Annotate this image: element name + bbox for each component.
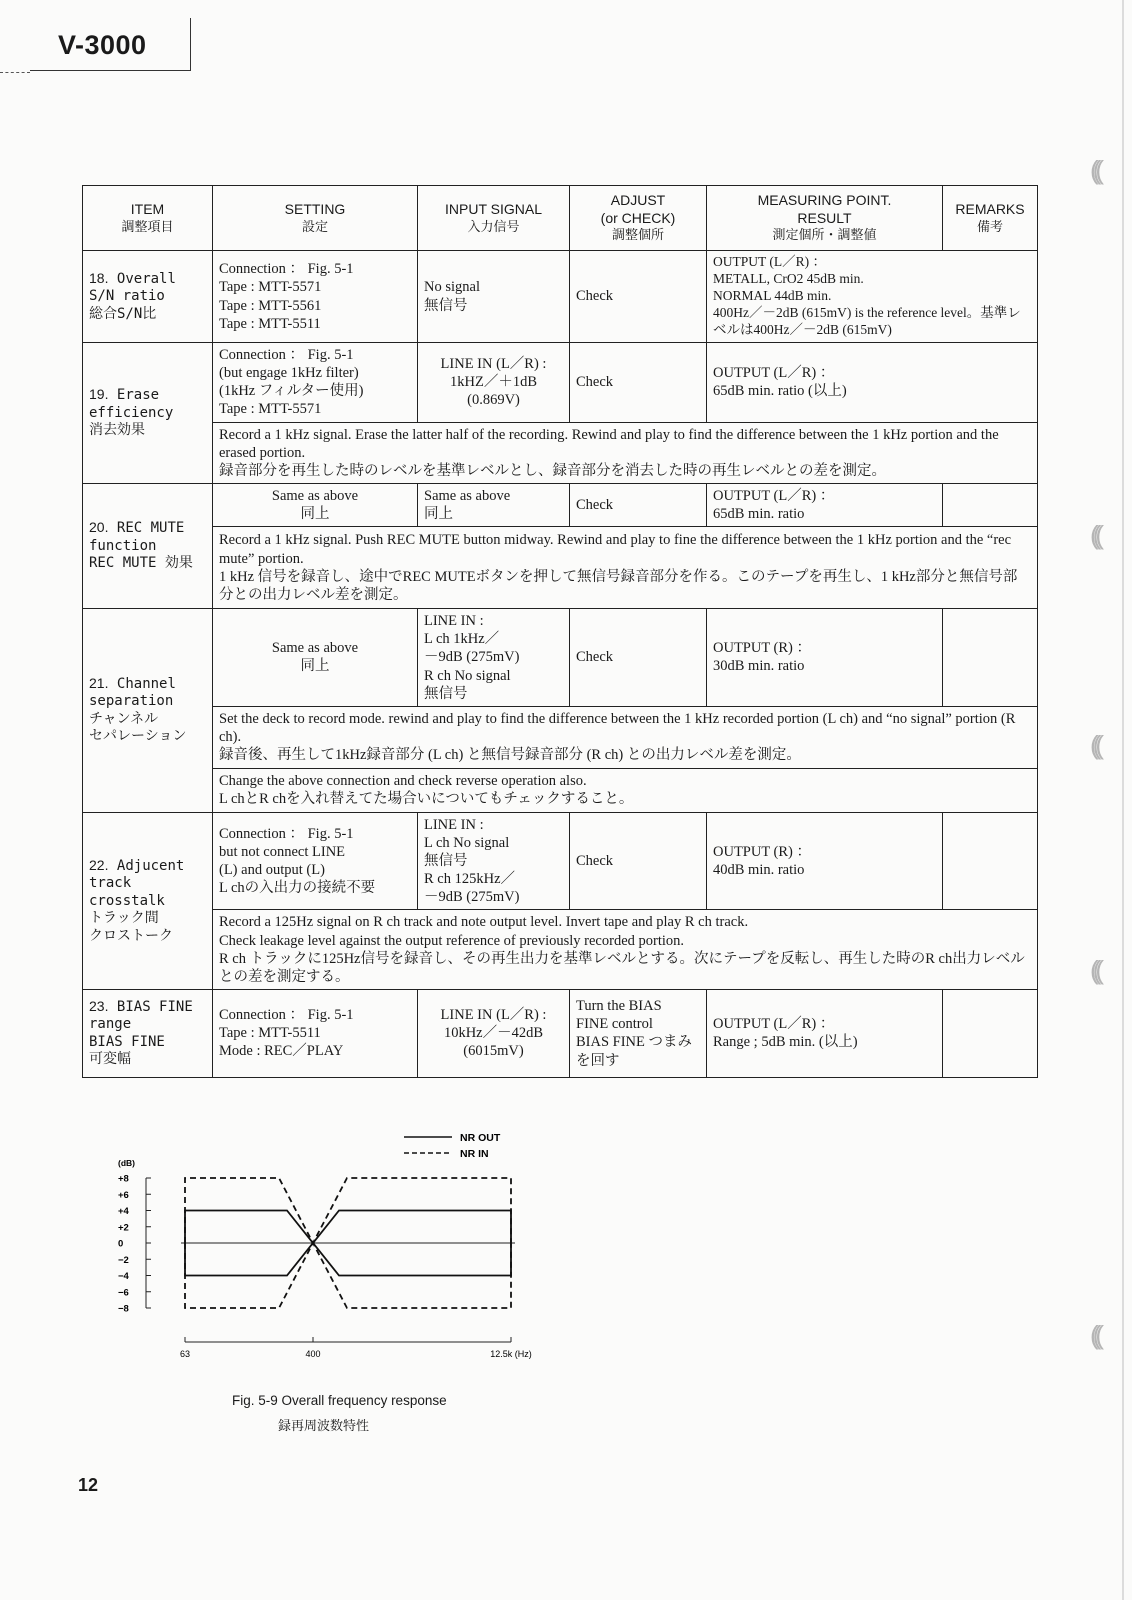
table-row [83,251,1038,343]
item-cell: 21. Channel separation チャンネル セパレーション [83,609,213,813]
result-cell: OUTPUT (R) ： 40dB min. ratio [707,812,943,910]
table-row [83,768,1038,812]
adjust-cell: Check [570,343,707,423]
page-edge [1122,0,1124,1600]
y-axis-label: (dB) [118,1158,135,1168]
item-cell: 19. Erase efficiency 消去効果 [83,343,213,484]
note-cell: Change the above connection and check reverse operation also. L chとR chを入れ替えてた場合いについてもチェックすること。 [213,768,1038,812]
figure-caption-jp: 録再周波数特性 [278,1418,370,1433]
note-cell: Record a 125Hz signal on R ch track and note output level. Invert tape and play R ch track. Check leakage level against the output reference of previously recorded portion. R ch トラックに125Hz信号を録音し、その再生出力を基準レベルとする。次にテープを反転し、再生した時のR ch出力レベルとの差を測定する。 [213,910,1038,990]
binder-hole-icon: ((( [1090,155,1098,185]
binder-hole-icon: ((( [1090,1320,1098,1350]
remarks-cell [943,609,1038,707]
table-row [83,989,1038,1077]
table-row [83,910,1038,990]
input-cell: LINE IN : L ch No signal 無信号 R ch 125kHz／ －9dB (275mV) [418,812,570,910]
model-box [30,18,191,71]
setting-cell: Connection ： Fig. 5-1 Tape : MTT-5511 Mode : REC／PLAY [213,989,418,1077]
y-tick-label: +6 [118,1189,129,1201]
table-row [83,706,1038,768]
result-cell: OUTPUT (L／R) ： 65dB min. ratio [707,483,943,526]
item-cell: 23. BIAS FINE range BIAS FINE 可変幅 [83,989,213,1077]
adjust-cell: Check [570,812,707,910]
header-measure: MEASURING POINT. RESULT 測定個所・調整値 [707,186,943,251]
table-header-row [83,186,1038,251]
setting-cell: Same as above 同上 [213,483,418,526]
item-cell: 18. Overall S/N ratio 総合S/N比 [83,251,213,343]
result-cell: OUTPUT (L／R) ： METALL, CrO2 45dB min. NORMAL 44dB min. 400Hz／－2dB (615mV) is the reference level。基準レベルは400Hz／－2dB (615mV) [707,251,1038,343]
remarks-cell [943,989,1038,1077]
x-tick-label: 12.5k (Hz) [490,1349,532,1359]
y-tick-label: −6 [118,1287,129,1299]
x-tick-label: 400 [305,1349,321,1359]
table-row [83,483,1038,526]
model-title: V-3000 [58,30,147,60]
header-setting: SETTING 設定 [213,186,418,251]
item-cell: 22. Adjucent track crosstalk トラック間 クロストーク [83,812,213,989]
x-tick-label: 63 [179,1349,191,1359]
binder-hole-icon: ((( [1090,955,1098,985]
setting-cell: Connection ： Fig. 5-1 but not connect LINE (L) and output (L) L chの入出力の接続不要 [213,812,418,910]
chart-legend [404,1132,501,1160]
table-row [83,812,1038,910]
y-tick-label: −8 [118,1303,129,1315]
input-cell: LINE IN (L／R) : 10kHz／－42dB (6015mV) [418,989,570,1077]
series-nr-out-upper [185,1211,511,1244]
table-row [83,422,1038,483]
header-adjust: ADJUST (or CHECK) 調整個所 [570,186,707,251]
binder-hole-icon: ((( [1090,520,1098,550]
adjust-cell: Turn the BIAS FINE control BIAS FINE つまみを回す [570,989,707,1077]
note-cell: Set the deck to record mode. rewind and play to find the difference between the 1 kHz recorded portion (L ch) and “no signal” portion (R ch). 録音後、再生して1kHz録音部分 (L ch) と無信号録音部分 (R ch) との出力レベル差を測定。 [213,706,1038,768]
legend-label: NR OUT [460,1132,501,1144]
note-cell: Record a 1 kHz signal. Erase the latter half of the recording. Rewind and play to find the difference between the 1 kHz portion and the erased portion. 録音部分を再生した時のレベルを基準レベルとし、録音部分を消去した時の再生レベルとの差を測定。 [213,422,1038,483]
remarks-cell [943,483,1038,526]
adjust-cell: Check [570,609,707,707]
binder-hole-icon: ((( [1090,730,1098,760]
legend-label: NR IN [460,1148,489,1160]
header-remarks: REMARKS 備考 [943,186,1038,251]
input-cell: LINE IN : L ch 1kHz／ －9dB (275mV) R ch No signal 無信号 [418,609,570,707]
adjust-cell: Check [570,251,707,343]
y-tick-label: 0 [118,1238,124,1250]
adjust-cell: Check [570,483,707,526]
y-tick-label: −2 [118,1254,129,1266]
result-cell: OUTPUT (L／R) ： Range ; 5dB min. (以上) [707,989,943,1077]
y-tick-label: +8 [118,1173,129,1185]
header-item: ITEM 調整項目 [83,186,213,251]
y-tick-label: −4 [118,1271,129,1282]
setting-cell: Connection ： Fig. 5-1 Tape : MTT-5571 Tape : MTT-5561 Tape : MTT-5511 [213,251,418,343]
frequency-response-chart [112,1130,572,1380]
note-cell: Record a 1 kHz signal. Push REC MUTE button midway. Rewind and play to fine the difference between the 1 kHz portion and the “rec mute” portion. 1 kHz 信号を録音し、途中でREC MUTEボタンを押して無信号録音部分を作る。このテープを再生し、1 kHz部分と無信号部分との出力レベル差を測定。 [213,527,1038,609]
header-input: INPUT SIGNAL 入力信号 [418,186,570,251]
header-rule [0,72,30,73]
item-cell: 20. REC MUTE function REC MUTE 効果 [83,483,213,608]
result-cell: OUTPUT (R) ： 30dB min. ratio [707,609,943,707]
setting-cell: Connection ： Fig. 5-1 (but engage 1kHz filter) (1kHz フィルター使用) Tape : MTT-5571 [213,343,418,423]
adjustment-table [82,185,1038,1078]
input-cell: No signal 無信号 [418,251,570,343]
table-row [83,527,1038,609]
y-tick-label: +4 [118,1206,129,1217]
table-row [83,343,1038,423]
result-cell: OUTPUT (L／R) ： 65dB min. ratio (以上) [707,343,1038,423]
input-cell: LINE IN (L／R) : 1kHZ／＋1dB (0.869V) [418,343,570,423]
page-number: 12 [78,1475,99,1495]
series-nr-out-lower [185,1243,511,1276]
y-tick-label: +2 [118,1222,129,1234]
table-row [83,609,1038,707]
remarks-cell [943,812,1038,910]
figure-caption: Fig. 5-9 Overall frequency response [232,1393,447,1408]
input-cell: Same as above 同上 [418,483,570,526]
setting-cell: Same as above 同上 [213,609,418,707]
